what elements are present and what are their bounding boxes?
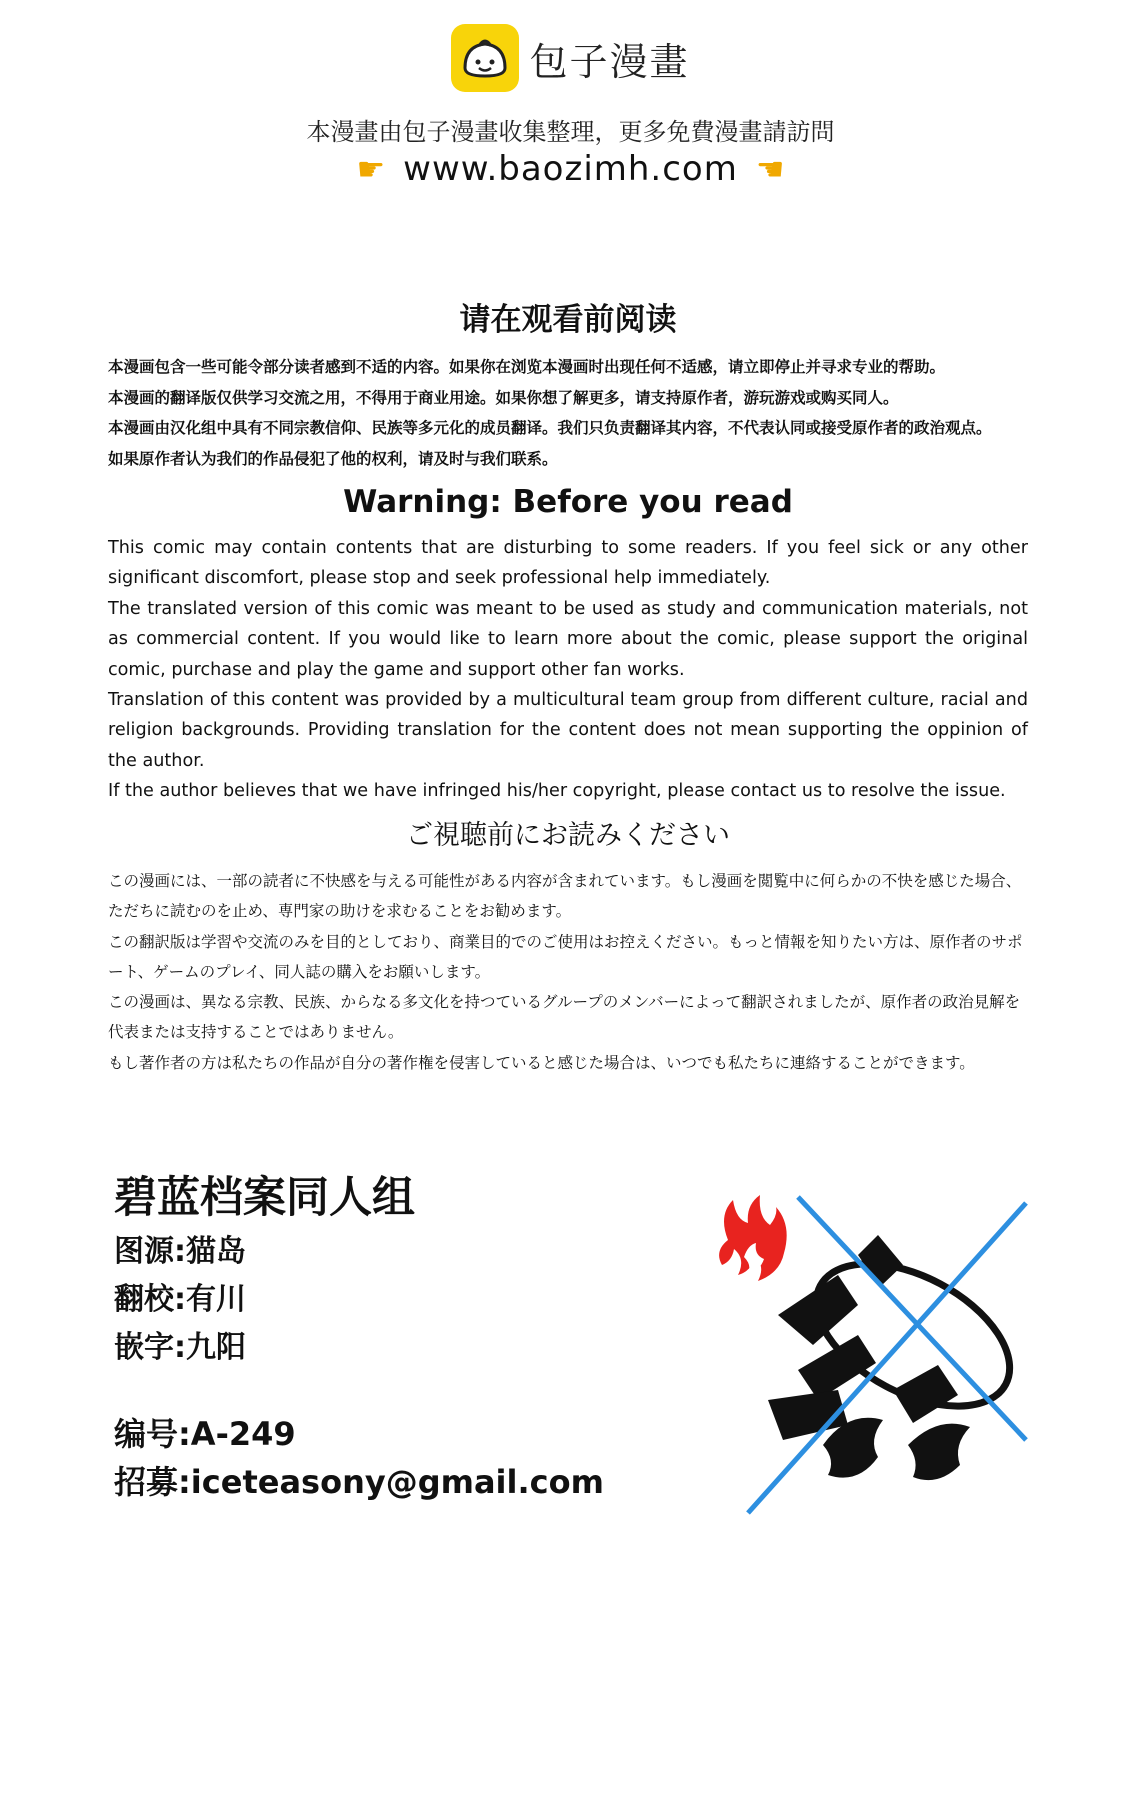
- credit-code: 编号:A-249: [114, 1415, 296, 1453]
- credit-source: 图源:猫岛: [114, 1234, 246, 1269]
- jp-warning-text: [108, 866, 1028, 1078]
- en-paragraph: If the author believes that we have infringed his/her copyright, please contact us to resolve the issue.: [108, 781, 1006, 802]
- jp-paragraph: この漫画は、異なる宗教、民族、からなる多文化を持つているグループのメンバーによって翻訳されましたが、原作者の政治見解を代表または支持することではありません。: [108, 993, 1021, 1042]
- jp-paragraph: この漫画には、一部の読者に不快感を与える可能性がある内容が含まれています。もし漫画を閲覧中に何らかの不快を感じた場合、ただちに読むのを止め、専門家の助けを求むることをお勧めます。: [108, 872, 1022, 921]
- credit-proofread: 翻校:有川: [114, 1282, 246, 1317]
- zh-warning-title: 请在观看前阅读: [459, 302, 677, 338]
- url-row: [0, 149, 1141, 189]
- credits-block: [114, 1168, 604, 1506]
- baozi-logo-icon: [451, 24, 519, 92]
- pointing-left-hand-icon: ☚: [755, 150, 785, 188]
- zh-line: 如果原作者认为我们的作品侵犯了他的权利，请及时与我们联系。: [108, 449, 558, 468]
- site-header: [0, 22, 1141, 189]
- jp-paragraph: もし著作者の方は私たちの作品が自分の著作権を侵害していると感じた場合は、いつでも私たちに連絡することができます。: [108, 1053, 975, 1072]
- en-paragraph: This comic may contain contents that are disturbing to some readers. If you feel sick or any other significant discomfort, please stop and seek professional help immediately.: [108, 538, 1028, 589]
- brand-name: 包子漫畫: [529, 39, 690, 84]
- en-warning-text: [108, 533, 1028, 807]
- en-warning-title: Warning: Before you read: [343, 484, 793, 520]
- site-url-link[interactable]: www.baozimh.com: [403, 149, 738, 189]
- brand[interactable]: [0, 22, 1141, 94]
- credit-typeset: 嵌字:九阳: [114, 1330, 246, 1365]
- zh-line: 本漫画的翻译版仅供学习交流之用，不得用于商业用途。如果你想了解更多，请支持原作者，游玩游戏或购买同人。: [108, 388, 899, 407]
- group-name: 碧蓝档案同人组: [114, 1173, 415, 1223]
- zh-line: 本漫画包含一些可能令部分读者感到不适的内容。如果你在浏览本漫画时出现任何不适感，请立即停止并寻求专业的帮助。: [108, 358, 946, 376]
- site-notice: 本漫畫由包子漫畫收集整理，更多免費漫畫請訪問: [306, 118, 835, 146]
- en-paragraph: The translated version of this comic was meant to be used as study and communication materials, not as commercial content. If you would like to learn more about the comic, please support the original comic, purchase and play the game and support other fan works.: [108, 598, 1028, 680]
- credit-recruit-email[interactable]: 招募:iceteasony@gmail.com: [114, 1463, 604, 1501]
- jp-paragraph: この翻訳版は学習や交流のみを目的としており、商業目的でのご使用はお控えください。もっと情報を知りたい方は、原作者のサポート、ゲームのプレイ、同人誌の購入をお願いします。: [108, 932, 1023, 981]
- jp-warning-title: ご視聴前にお読みください: [406, 820, 730, 851]
- spacer: [114, 1372, 604, 1410]
- zh-warning-text: [108, 352, 1028, 474]
- group-emblem-icon: [708, 1195, 1038, 1515]
- pointing-right-hand-icon: ☛: [356, 150, 386, 188]
- zh-line: 本漫画由汉化组中具有不同宗教信仰、民族等多元化的成员翻译。我们只负责翻译其内容，不代表认同或接受原作者的政治观点。: [108, 419, 992, 437]
- en-paragraph: Translation of this content was provided by a multicultural team group from different culture, racial and religion backgrounds. Providing translation for the content does not mean supporting the oppinion of the author.: [108, 690, 1028, 771]
